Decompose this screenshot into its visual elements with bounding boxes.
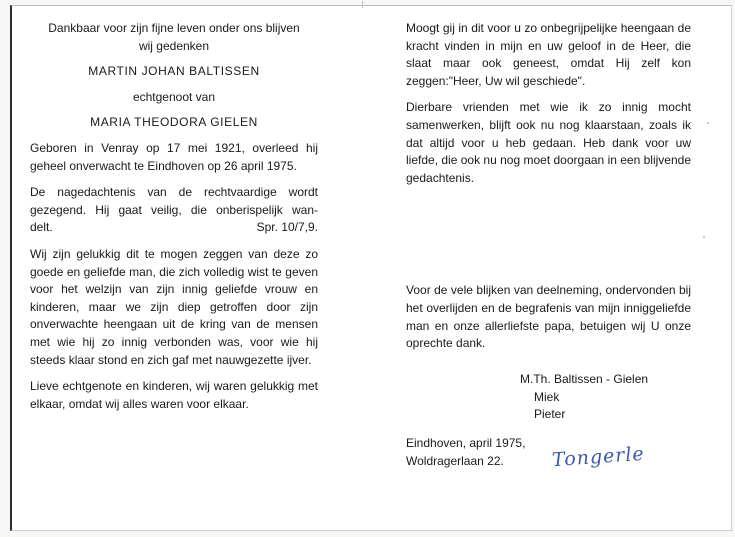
- tribute-paragraph: Wij zijn gelukkig dit te mogen zeggen van deze zo goede en geliefde man, die zich volledig wist te geven voor het welzijn van zijn innig geliefde vrouw en kinderen, maar we zijn diep getroffen door zijn onverwachte heengaan uit de kring van de mensen met wie hij zo innig verbonden was, voor wie hij steeds klaar stond en zich gaf met nauwgezette ijver.: [30, 246, 318, 367]
- thanks-paragraph: Voor de vele blijken van deelneming, ondervonden bij het overlijden en de begrafenis van mijn inniggeliefde man en onze allerliefste papa, betuigen wij U onze oprechte dank.: [406, 283, 691, 351]
- scripture-last-word: delt.: [30, 220, 53, 235]
- paper-speck: [703, 236, 705, 238]
- street-address: Woldragerlaan 22.: [406, 453, 504, 468]
- friends-paragraph: Dierbare vrienden met wie ik zo innig mocht samenwerken, blijft ook nu nog klaarstaan, zoals ik dat altijd voor u heb gedaan. Heb dank voor uw liefde, die ook nu nog moet doorgaan in een blijvende gedachtenis.: [406, 100, 691, 185]
- relation-label: echtgenoot van: [132, 89, 216, 104]
- intro-line: wij gedenken: [138, 38, 210, 53]
- scripture-ref-row: [30, 219, 318, 237]
- handwritten-note: Tongerle: [551, 442, 646, 472]
- prayer-paragraph: Moogt gij in dit voor u zo onbegrijpelijke heengaan de kracht vinden in mijn en uw geloof in de Heer, die slaat maar ook geneest, omdat Hij zelf kon zeggen:"Heer, Uw wil geschiede".: [406, 21, 691, 88]
- footer-address: [406, 435, 525, 470]
- farewell-paragraph: Lieve echtgenote en kinderen, wij waren gelukkig met elkaar, omdat wij alles waren voor elkaar.: [30, 379, 318, 411]
- signature-child: Pieter: [534, 407, 566, 422]
- scripture-reference: Spr. 10/7,9.: [256, 220, 318, 235]
- place-date: Eindhoven, april 1975,: [406, 436, 526, 450]
- paper-speck: [707, 122, 709, 124]
- birth-death-paragraph: Geboren in Venray op 17 mei 1921, overleed hij geheel onverwacht te Eindhoven op 26 april 1975.: [30, 140, 318, 173]
- deceased-name: MARTIN JOHAN BALTISSEN: [88, 64, 260, 79]
- signature-primary: M.Th. Baltissen - Gielen: [520, 372, 649, 386]
- intro-line: Dankbaar voor zijn fijne leven onder ons blijven: [48, 21, 300, 35]
- scripture-text: De nagedachtenis van de rechtvaardige wordt gezegend. Hij gaat veilig, die onberispelijk wan-: [30, 185, 318, 217]
- intro-text: [30, 20, 318, 55]
- right-panel: [406, 20, 691, 362]
- scripture-quote: [30, 184, 318, 237]
- spouse-name: MARIA THEODORA GIELEN: [90, 115, 258, 130]
- signature-child: Miek: [534, 389, 560, 404]
- signature-block: [520, 371, 648, 424]
- fold-mark: [362, 1, 363, 8]
- left-panel: [30, 20, 318, 422]
